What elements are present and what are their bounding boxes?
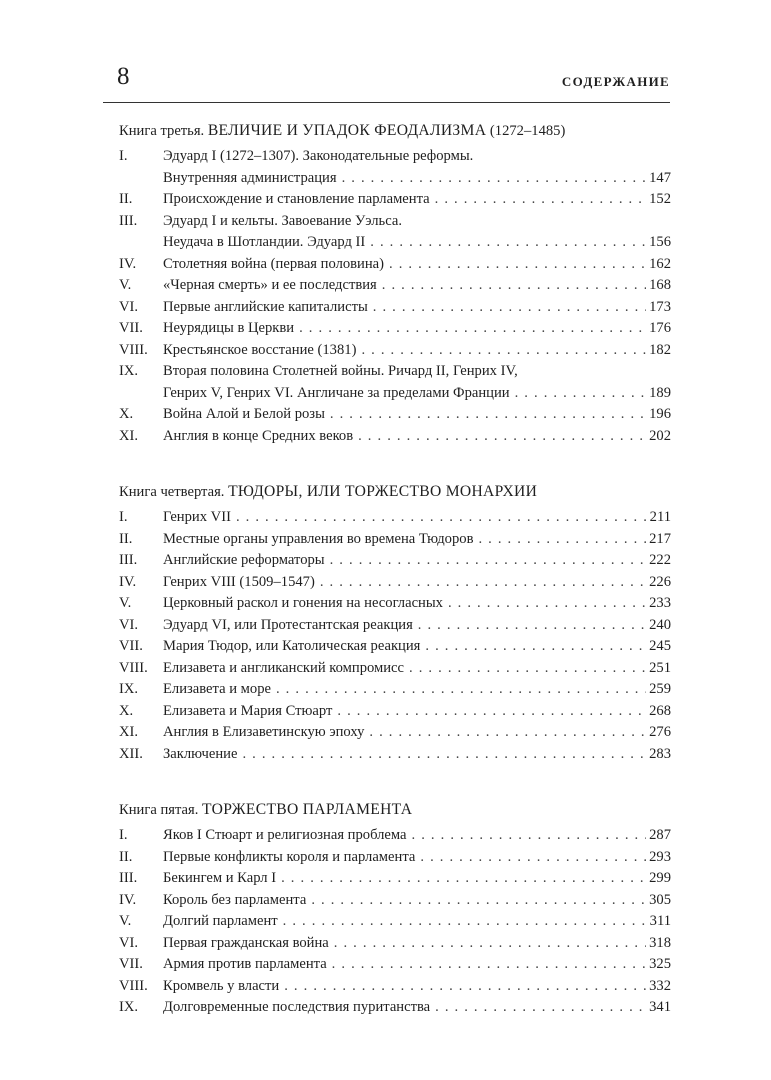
page-ref: 176 <box>649 320 671 336</box>
page-ref: 168 <box>649 277 671 293</box>
chapter-number: VIII. <box>119 977 148 994</box>
chapter-title-row <box>163 426 671 448</box>
chapter-body <box>163 847 671 869</box>
chapter-body <box>163 146 671 189</box>
chapter-number: VIII. <box>119 341 148 358</box>
toc-entry <box>119 615 671 637</box>
chapter-body <box>163 189 671 211</box>
chapter-title: Заключение <box>163 745 238 762</box>
page-number: 8 <box>117 63 130 90</box>
chapter-body <box>163 615 671 637</box>
chapter-title: Король без парламента <box>163 891 307 908</box>
page-ref: 299 <box>649 870 671 886</box>
chapter-body <box>163 701 671 723</box>
dot-leader <box>420 847 646 869</box>
chapter-number: IX. <box>119 363 139 379</box>
toc-entry <box>119 847 671 869</box>
chapter-title: Кромвель у власти <box>163 977 280 994</box>
toc-entry <box>119 189 671 211</box>
dot-leader <box>242 744 646 766</box>
chapter-number: VIII. <box>119 659 148 676</box>
chapter-title-line: Вторая половина Столетней войны. Ричард II, Генрих IV, <box>163 363 518 379</box>
chapter-title: Первые конфликты короля и парламента <box>163 848 416 865</box>
toc-entry <box>119 361 671 404</box>
chapter-title-line: Эдуард I (1272–1307). Законодательные реформы. <box>163 148 474 164</box>
chapter-number: II. <box>119 191 133 207</box>
chapter-body <box>163 658 671 680</box>
dot-leader <box>515 383 647 405</box>
chapter-title: Бекингем и Карл I <box>163 870 277 886</box>
chapter-title-row <box>163 275 671 297</box>
chapter-number: VI. <box>119 934 139 951</box>
chapter-number: V. <box>119 913 132 929</box>
chapter-body <box>163 340 671 362</box>
chapter-title-row <box>163 550 671 572</box>
page-ref: 259 <box>649 681 671 697</box>
dot-leader <box>448 593 646 615</box>
page-ref: 202 <box>649 427 671 444</box>
dot-leader <box>330 404 646 426</box>
toc-entry <box>119 572 671 594</box>
chapter-title-row <box>163 911 671 933</box>
page-ref: 341 <box>649 999 671 1015</box>
book-heading <box>119 481 671 503</box>
chapter-title-row <box>163 744 671 766</box>
chapter-title-row <box>163 976 671 998</box>
book-label: Книга третья. <box>119 123 205 139</box>
table-of-contents <box>119 120 671 1019</box>
chapter-title-row <box>163 868 671 890</box>
toc-entry <box>119 146 671 189</box>
dot-leader <box>276 679 646 701</box>
chapter-number: IV. <box>119 573 137 590</box>
chapter-number: I. <box>119 827 128 843</box>
toc-entry <box>119 744 671 766</box>
chapter-number: IV. <box>119 255 137 272</box>
chapter-title-row <box>163 933 671 955</box>
page-ref: 276 <box>649 724 671 740</box>
book-label: Книга пятая. <box>119 802 199 818</box>
book-section <box>119 799 671 1019</box>
chapter-body <box>163 572 671 594</box>
chapter-title-row <box>163 507 671 529</box>
chapter-body <box>163 254 671 276</box>
chapter-body <box>163 318 671 340</box>
dot-leader <box>382 275 646 297</box>
chapter-title-row <box>163 572 671 594</box>
chapter-title: Эдуард VI, или Протестантская реакция <box>163 616 413 633</box>
chapter-title-row <box>163 890 671 912</box>
toc-entry <box>119 550 671 572</box>
page-ref: 251 <box>649 659 671 676</box>
chapter-body <box>163 211 671 254</box>
chapter-body <box>163 550 671 572</box>
chapter-number: IX. <box>119 999 139 1015</box>
chapter-title-line: Эдуард I и кельты. Завоевание Уэльса. <box>163 212 402 229</box>
book-heading <box>119 120 671 142</box>
chapter-title-row <box>163 615 671 637</box>
chapter-body <box>163 507 671 529</box>
chapter-number: VII. <box>119 638 143 654</box>
book-title: ВЕЛИЧИЕ И УПАДОК ФЕОДАЛИЗМА <box>207 122 487 139</box>
dot-leader <box>418 615 646 637</box>
chapter-body <box>163 722 671 744</box>
chapter-body <box>163 529 671 551</box>
dot-leader <box>332 954 646 976</box>
dot-leader <box>412 825 647 847</box>
toc-entry <box>119 318 671 340</box>
chapter-title: Яков I Стюарт и религиозная проблема <box>163 827 407 843</box>
chapter-number: XI. <box>119 427 139 444</box>
toc-entry <box>119 593 671 615</box>
chapter-body <box>163 426 671 448</box>
toc-entry <box>119 722 671 744</box>
book-section <box>119 481 671 765</box>
toc-entry <box>119 911 671 933</box>
toc-entry <box>119 340 671 362</box>
chapter-title: Англия в конце Средних веков <box>163 427 354 444</box>
dot-leader <box>425 636 646 658</box>
chapter-title: Первые английские капиталисты <box>163 298 368 315</box>
chapter-number: IX. <box>119 681 139 697</box>
chapter-number: XII. <box>119 745 143 762</box>
book-years: (1272–1485) <box>489 123 566 139</box>
page-ref: 162 <box>649 255 671 272</box>
toc-entry <box>119 211 671 254</box>
chapter-title-row <box>163 636 671 658</box>
chapter-number: V. <box>119 595 132 611</box>
dot-leader <box>478 529 646 551</box>
toc-entry <box>119 254 671 276</box>
toc-entry <box>119 976 671 998</box>
chapter-title: Местные органы управления во времена Тюдоров <box>163 530 474 547</box>
chapter-title-row <box>163 825 671 847</box>
chapter-number: X. <box>119 406 134 422</box>
chapter-body <box>163 868 671 890</box>
toc-entry <box>119 868 671 890</box>
chapter-number: V. <box>119 277 132 293</box>
toc-entry <box>119 679 671 701</box>
toc-entry <box>119 658 671 680</box>
chapter-title: Генрих VIII (1509–1547) <box>163 573 315 590</box>
chapter-body <box>163 825 671 847</box>
chapter-title-row <box>163 658 671 680</box>
page-ref: 268 <box>649 702 671 719</box>
book-title: ТЮДОРЫ, ИЛИ ТОРЖЕСТВО МОНАРХИИ <box>228 483 538 500</box>
toc-entry <box>119 933 671 955</box>
chapter-title-row <box>163 701 671 723</box>
header-rule <box>103 102 670 103</box>
chapter-body <box>163 976 671 998</box>
chapter-title: Англия в Елизаветинскую эпоху <box>163 724 365 740</box>
chapter-title-row <box>163 340 671 362</box>
chapter-number: III. <box>119 870 138 886</box>
chapter-number: VI. <box>119 616 139 633</box>
chapter-number: VI. <box>119 298 139 315</box>
chapter-body <box>163 679 671 701</box>
chapter-number: I. <box>119 509 128 525</box>
chapter-title: Генрих VII <box>163 509 231 525</box>
chapter-number: III. <box>119 552 138 568</box>
book-title: ТОРЖЕСТВО ПАРЛАМЕНТА <box>202 801 413 818</box>
dot-leader <box>373 297 646 319</box>
toc-entry <box>119 426 671 448</box>
book-section <box>119 120 671 447</box>
chapter-title-row <box>163 593 671 615</box>
chapter-body <box>163 636 671 658</box>
chapter-title: Неудача в Шотландии. Эдуард II <box>163 234 366 250</box>
chapter-body <box>163 954 671 976</box>
chapter-number: II. <box>119 530 133 547</box>
chapter-title-row <box>163 529 671 551</box>
page-ref: 182 <box>649 341 671 358</box>
dot-leader <box>320 572 646 594</box>
dot-leader <box>369 722 646 744</box>
dot-leader <box>389 254 646 276</box>
chapter-title-row <box>163 232 671 254</box>
chapter-number: VII. <box>119 320 143 336</box>
page-ref: 332 <box>649 977 671 994</box>
dot-leader <box>358 426 646 448</box>
dot-leader <box>284 976 646 998</box>
page-ref: 305 <box>649 891 671 908</box>
chapter-title-row <box>163 847 671 869</box>
chapter-number: XI. <box>119 724 139 740</box>
toc-entry <box>119 701 671 723</box>
dot-leader <box>283 911 647 933</box>
page-ref: 217 <box>649 530 671 547</box>
toc-entry <box>119 890 671 912</box>
chapter-title: Неурядицы в Церкви <box>163 320 295 336</box>
page-ref: 226 <box>649 573 671 590</box>
chapter-body <box>163 297 671 319</box>
dot-leader <box>330 550 647 572</box>
chapter-body <box>163 744 671 766</box>
toc-entry <box>119 636 671 658</box>
chapter-number: X. <box>119 702 134 719</box>
toc-entry <box>119 275 671 297</box>
page-ref: 156 <box>649 234 671 250</box>
chapter-title: Внутренняя администрация <box>163 169 337 186</box>
chapter-body <box>163 275 671 297</box>
chapter-title-row <box>163 997 671 1019</box>
page-ref: 147 <box>649 169 671 186</box>
page-ref: 196 <box>649 406 671 422</box>
page-ref: 211 <box>649 509 671 525</box>
page-ref: 222 <box>649 552 671 568</box>
chapter-title-row <box>163 383 671 405</box>
toc-entry <box>119 297 671 319</box>
dot-leader <box>281 868 646 890</box>
page-ref: 173 <box>649 298 671 315</box>
dot-leader <box>337 701 646 723</box>
dot-leader <box>435 189 646 211</box>
page-ref: 283 <box>649 745 671 762</box>
chapter-title: Долгий парламент <box>163 913 278 929</box>
page-ref: 240 <box>649 616 671 633</box>
book-heading <box>119 799 671 821</box>
chapter-number: VII. <box>119 956 143 972</box>
chapter-title-row <box>163 722 671 744</box>
chapter-title-row <box>163 254 671 276</box>
chapter-body <box>163 890 671 912</box>
dot-leader <box>370 232 646 254</box>
chapter-title: Происхождение и становление парламента <box>163 191 430 207</box>
chapter-title: Английские реформаторы <box>163 552 325 568</box>
chapter-title-row <box>163 954 671 976</box>
page-ref: 233 <box>649 595 671 611</box>
running-head: СОДЕРЖАНИЕ <box>561 74 670 89</box>
page-ref: 287 <box>649 827 671 843</box>
chapter-body <box>163 997 671 1019</box>
page-ref: 318 <box>649 934 671 951</box>
toc-entry <box>119 404 671 426</box>
chapter-title: Елизавета и Мария Стюарт <box>163 702 333 719</box>
chapter-title: Первая гражданская война <box>163 934 329 951</box>
chapter-title-row <box>163 404 671 426</box>
chapter-title-row <box>163 168 671 190</box>
dot-leader <box>435 997 646 1019</box>
chapter-body <box>163 911 671 933</box>
chapter-body <box>163 933 671 955</box>
chapter-title-row <box>163 318 671 340</box>
chapter-body <box>163 593 671 615</box>
chapter-number: III. <box>119 212 138 229</box>
dot-leader <box>299 318 646 340</box>
dot-leader <box>334 933 646 955</box>
chapter-title: Мария Тюдор, или Католическая реакция <box>163 638 421 654</box>
page-ref: 245 <box>649 638 671 654</box>
chapter-title-row <box>163 679 671 701</box>
page-ref: 311 <box>649 913 671 929</box>
chapter-title: Генрих V, Генрих VI. Англичане за пределами Франции <box>163 384 510 401</box>
chapter-title: Столетняя война (первая половина) <box>163 255 385 272</box>
chapter-title: Церковный раскол и гонения на несогласных <box>163 595 443 611</box>
chapter-body <box>163 361 671 404</box>
toc-entry <box>119 997 671 1019</box>
page-ref: 325 <box>649 956 671 972</box>
chapter-title: «Черная смерть» и ее последствия <box>163 277 377 293</box>
toc-entry <box>119 954 671 976</box>
toc-entry <box>119 825 671 847</box>
chapter-title: Война Алой и Белой розы <box>163 406 325 422</box>
page-ref: 189 <box>649 384 671 401</box>
toc-entry <box>119 529 671 551</box>
dot-leader <box>236 507 647 529</box>
chapter-title-row <box>163 297 671 319</box>
chapter-number: II. <box>119 848 133 865</box>
chapter-title: Долговременные последствия пуританства <box>163 999 431 1015</box>
chapter-title: Армия против парламента <box>163 956 327 972</box>
page-ref: 152 <box>649 191 671 207</box>
book-label: Книга четвертая. <box>119 484 225 500</box>
dot-leader <box>342 168 647 190</box>
page-ref: 293 <box>649 848 671 865</box>
chapter-title: Крестьянское восстание (1381) <box>163 341 357 358</box>
dot-leader <box>311 890 646 912</box>
chapter-body <box>163 404 671 426</box>
chapter-number: IV. <box>119 891 137 908</box>
chapter-title-row <box>163 189 671 211</box>
chapter-title: Елизавета и англиканский компромисс <box>163 659 405 676</box>
dot-leader <box>409 658 646 680</box>
dot-leader <box>361 340 646 362</box>
chapter-title: Елизавета и море <box>163 681 271 697</box>
toc-entry <box>119 507 671 529</box>
chapter-number: I. <box>119 148 128 164</box>
